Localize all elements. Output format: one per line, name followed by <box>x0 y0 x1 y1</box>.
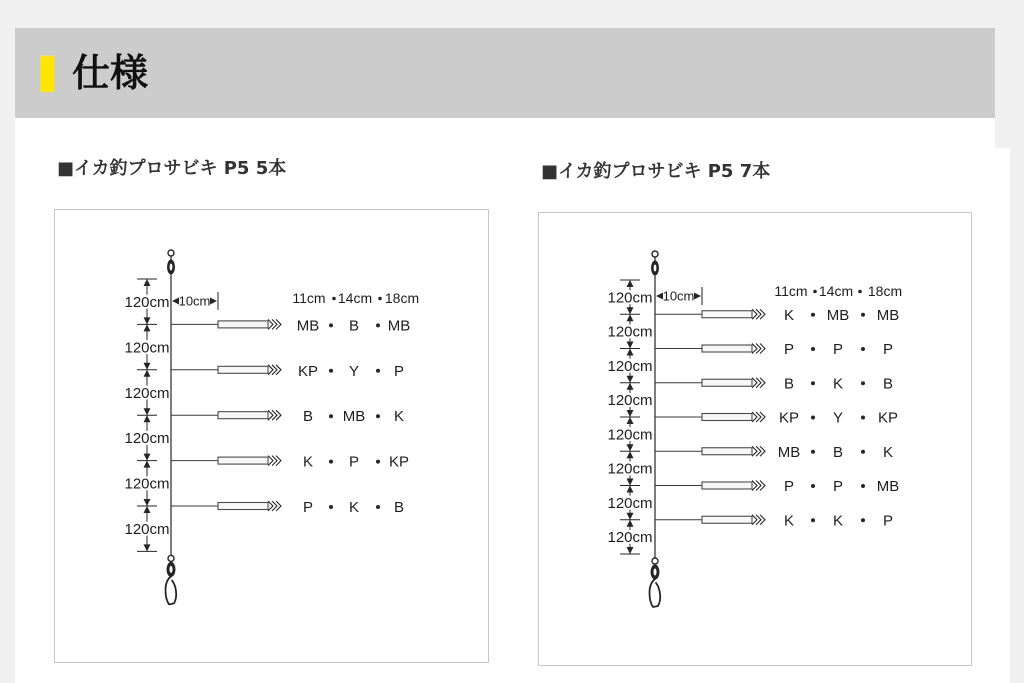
lure-feather-icon <box>752 515 765 525</box>
hook-color-code: P <box>882 341 894 358</box>
top-swivel-icon <box>651 251 659 276</box>
spacing-arrow-up-icon <box>627 520 634 527</box>
lure-feather-icon <box>268 319 281 329</box>
color-separator-dot <box>811 347 815 351</box>
spacing-arrow-up-icon <box>144 415 151 422</box>
spacing-arrow-down-icon <box>144 544 151 551</box>
color-separator-dot <box>811 518 815 522</box>
lure-feather-icon <box>752 344 765 354</box>
spacing-arrow-up-icon <box>144 370 151 377</box>
spacing-arrow-down-icon <box>627 479 634 486</box>
hook-size-label: 14cm <box>337 290 373 306</box>
hook-color-code: MB <box>296 317 320 335</box>
lure-body <box>702 414 752 421</box>
hook-color-code: Y <box>832 409 844 427</box>
product-spec-5-hooks <box>54 159 489 663</box>
spacing-arrow-up-icon <box>627 417 634 424</box>
spacing-arrow-up-icon <box>144 506 151 513</box>
spacing-arrow-up-icon <box>144 461 151 468</box>
hook-color-code: P <box>302 499 314 516</box>
color-separator-dot <box>329 323 333 327</box>
color-separator-dot <box>811 381 815 385</box>
swivel-barrel-eye <box>654 265 657 272</box>
accent-bar <box>40 55 54 92</box>
lure-feather-icon <box>268 456 281 466</box>
lure-body <box>218 366 268 373</box>
hook-color-code: MB <box>777 443 801 461</box>
lure-body <box>702 482 752 489</box>
spacing-arrow-down-icon <box>627 307 634 314</box>
snap-swivel-icon <box>650 558 661 607</box>
hook-color-code: K <box>393 408 405 426</box>
rig-diagram <box>538 212 972 666</box>
top-swivel-icon <box>167 250 175 275</box>
color-separator-dot <box>811 450 815 454</box>
hook-color-code: P <box>783 478 795 495</box>
product-caption: ■イカ釣プロサビキ P5 7本 <box>541 161 771 182</box>
spacing-label: 120cm <box>607 392 653 410</box>
spacing-arrow-up-icon <box>627 349 634 356</box>
snap-ring <box>652 558 658 564</box>
lure-feather-icon <box>752 446 765 456</box>
spacing-label: 120cm <box>124 339 170 357</box>
color-separator-dot <box>861 450 865 454</box>
color-separator-dot <box>811 313 815 317</box>
lure-body <box>702 379 752 386</box>
branch-length-arrow-right-icon <box>694 293 701 300</box>
color-separator-dot <box>329 505 333 509</box>
swivel-barrel-eye <box>170 264 173 271</box>
lure-body <box>702 345 752 352</box>
hook-color-code: B <box>393 499 405 516</box>
feather-stroke <box>268 501 273 511</box>
hook-color-code: K <box>348 499 360 516</box>
lure-feather-icon <box>268 365 281 375</box>
spacing-arrow-down-icon <box>144 363 151 370</box>
size-separator-dot <box>858 290 862 294</box>
spacing-arrow-down-icon <box>627 376 634 383</box>
color-separator-dot <box>861 381 865 385</box>
hook-size-label: 18cm <box>867 283 903 299</box>
spacing-arrow-up-icon <box>627 486 634 493</box>
hook-color-code: K <box>882 443 894 461</box>
hook-color-code: MB <box>342 408 366 426</box>
spacing-arrow-down-icon <box>144 454 151 461</box>
spacing-arrow-up-icon <box>627 383 634 390</box>
section-header <box>15 28 995 118</box>
hook-color-code: B <box>832 443 844 461</box>
spacing-label: 120cm <box>607 529 653 547</box>
spacing-label: 120cm <box>607 289 653 307</box>
rig-diagram <box>54 209 489 663</box>
lure-body <box>702 516 752 523</box>
lure-feather-icon <box>752 481 765 491</box>
hook-color-code: Y <box>348 362 360 380</box>
hook-color-code: K <box>783 512 795 530</box>
hook-color-code: KP <box>877 409 899 427</box>
color-separator-dot <box>376 460 380 464</box>
size-separator-dot <box>332 297 336 301</box>
feather-stroke <box>268 365 273 375</box>
feather-stroke <box>752 446 757 456</box>
spacing-arrow-down-icon <box>144 317 151 324</box>
hook-color-code: B <box>783 375 795 393</box>
size-separator-dot <box>813 290 817 294</box>
color-separator-dot <box>811 416 815 420</box>
hook-color-code: KP <box>388 453 410 471</box>
lure-body <box>702 311 752 318</box>
color-separator-dot <box>329 414 333 418</box>
size-separator-dot <box>378 297 382 301</box>
spacing-arrow-down-icon <box>627 410 634 417</box>
lure-feather-icon <box>268 410 281 420</box>
hook-color-code: P <box>832 341 844 358</box>
lure-feather-icon <box>752 378 765 388</box>
color-separator-dot <box>861 416 865 420</box>
color-separator-dot <box>376 369 380 373</box>
lure-feather-icon <box>752 309 765 319</box>
spacing-arrow-down-icon <box>627 513 634 520</box>
color-separator-dot <box>376 505 380 509</box>
spacing-arrow-down-icon <box>144 408 151 415</box>
feather-stroke <box>752 309 757 319</box>
hook-color-code: MB <box>826 306 850 324</box>
section-title: 仕様 <box>72 51 149 95</box>
lure-body <box>702 448 752 455</box>
color-separator-dot <box>861 313 865 317</box>
hook-color-code: B <box>882 375 894 393</box>
hook-color-code: P <box>783 341 795 358</box>
swivel-ring <box>652 251 658 257</box>
spacing-label: 120cm <box>607 357 653 375</box>
content-panel-edge <box>995 148 1010 683</box>
hook-color-code: P <box>348 453 360 471</box>
lure-feather-icon <box>268 501 281 511</box>
hook-color-code: MB <box>387 317 411 335</box>
spacing-arrow-down-icon <box>144 499 151 506</box>
product-spec-7-hooks <box>538 162 972 666</box>
lure-feather-icon <box>752 412 765 422</box>
rig-diagram-box <box>54 209 489 663</box>
hook-color-code: P <box>882 512 894 530</box>
spacing-label: 120cm <box>607 426 653 444</box>
spacing-arrow-up-icon <box>144 324 151 331</box>
feather-stroke <box>752 344 757 354</box>
spacing-arrow-up-icon <box>627 280 634 287</box>
hook-size-label: 18cm <box>384 290 420 306</box>
lure-body <box>218 412 268 419</box>
snap-clip <box>166 576 177 604</box>
branch-length-label: 10cm <box>178 293 211 309</box>
hook-color-code: K <box>783 306 795 324</box>
snap-swivel-eye <box>654 569 657 576</box>
spacing-label: 120cm <box>124 521 170 538</box>
hook-color-code: P <box>393 362 405 380</box>
spacing-label: 120cm <box>124 430 170 448</box>
feather-stroke <box>752 412 757 422</box>
snap-ring <box>168 555 174 561</box>
hook-color-code: B <box>302 408 314 426</box>
spacing-label: 120cm <box>607 323 653 341</box>
snap-swivel-icon <box>166 555 177 604</box>
hook-color-code: K <box>832 512 844 530</box>
branch-length-arrow-right-icon <box>210 298 217 305</box>
feather-stroke <box>752 378 757 388</box>
feather-stroke <box>752 515 757 525</box>
spacing-arrow-down-icon <box>627 444 634 451</box>
hook-size-label: 11cm <box>292 290 326 306</box>
spacing-label: 120cm <box>124 475 170 493</box>
color-separator-dot <box>329 460 333 464</box>
spacing-arrow-up-icon <box>144 279 151 286</box>
color-separator-dot <box>376 323 380 327</box>
color-separator-dot <box>376 414 380 418</box>
hook-color-code: KP <box>778 409 800 427</box>
product-caption: ■イカ釣プロサビキ P5 5本 <box>57 158 287 179</box>
color-separator-dot <box>861 347 865 351</box>
lure-body <box>218 503 268 510</box>
spacing-label: 120cm <box>607 494 653 512</box>
feather-stroke <box>752 481 757 491</box>
spacing-label: 120cm <box>607 460 653 478</box>
rig-diagram-box <box>538 212 972 666</box>
hook-color-code: MB <box>876 478 900 495</box>
hook-size-label: 14cm <box>818 283 854 299</box>
spacing-label: 120cm <box>124 384 170 402</box>
color-separator-dot <box>861 518 865 522</box>
spacing-arrow-up-icon <box>627 451 634 458</box>
hook-color-code: B <box>348 317 360 335</box>
spacing-arrow-down-icon <box>627 342 634 349</box>
color-separator-dot <box>329 369 333 373</box>
color-separator-dot <box>861 484 865 488</box>
swivel-ring <box>168 250 174 256</box>
feather-stroke <box>268 456 273 466</box>
spacing-arrow-up-icon <box>627 314 634 321</box>
spacing-label: 120cm <box>124 294 170 311</box>
snap-swivel-eye <box>170 566 173 573</box>
branch-length-label: 10cm <box>662 288 695 304</box>
hook-color-code: MB <box>876 306 900 324</box>
hook-color-code: P <box>832 478 844 495</box>
hook-size-label: 11cm <box>774 283 808 299</box>
hook-color-code: KP <box>297 362 319 380</box>
lure-body <box>218 321 268 328</box>
hook-color-code: K <box>302 453 314 471</box>
color-separator-dot <box>811 484 815 488</box>
hook-color-code: K <box>832 375 844 393</box>
spacing-arrow-down-icon <box>627 547 634 554</box>
feather-stroke <box>268 319 273 329</box>
snap-clip <box>650 579 661 607</box>
lure-body <box>218 457 268 464</box>
feather-stroke <box>268 410 273 420</box>
